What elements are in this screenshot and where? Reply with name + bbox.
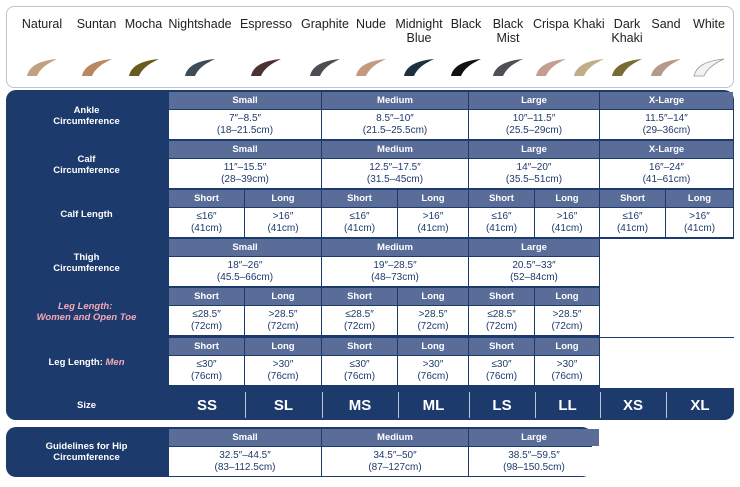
value-cm: (25.5–29cm) xyxy=(505,124,563,136)
size-value-cell xyxy=(398,356,468,385)
size-value-cell xyxy=(600,159,733,188)
size-value-cell xyxy=(398,306,468,335)
color-name: Crispa xyxy=(532,17,570,31)
column-header: Long xyxy=(398,338,468,355)
size-code: SL xyxy=(273,396,294,414)
value-cm: (76cm) xyxy=(417,370,449,382)
value-inches: 10″–11.5″ xyxy=(512,112,556,124)
size-separator xyxy=(469,392,470,418)
color-swatch[interactable] xyxy=(571,7,607,77)
size-value-cell xyxy=(535,208,599,237)
row-label-thigh xyxy=(6,239,167,287)
size-value-cell xyxy=(469,306,534,335)
size-separator xyxy=(398,392,399,418)
column-header: Short xyxy=(322,338,397,355)
size-code: SS xyxy=(196,396,217,414)
value-cm: (72cm) xyxy=(417,320,449,332)
size-separator xyxy=(666,392,667,418)
value-inches: ≤16″ xyxy=(349,210,370,222)
row-label-text: Ankle Circumference xyxy=(53,105,120,127)
color-name: Mocha xyxy=(124,17,163,31)
column-header: Large xyxy=(469,141,599,158)
row-label-extra: Women and Open Toe xyxy=(36,312,137,323)
stocking-swatch-icon xyxy=(692,57,726,77)
color-name: Nude xyxy=(356,17,386,31)
value-cm: (29–36cm) xyxy=(642,124,691,136)
column-header: Large xyxy=(469,92,599,109)
color-swatch[interactable] xyxy=(167,7,233,77)
row-label-extra: Men xyxy=(105,356,125,368)
row-label-ankle xyxy=(6,92,167,140)
column-header: Long xyxy=(245,338,321,355)
value-inches: >30″ xyxy=(272,358,294,370)
blank-area xyxy=(600,288,734,337)
column-header: Small xyxy=(169,239,321,256)
color-name: Black xyxy=(450,17,482,31)
stocking-swatch-icon xyxy=(249,57,283,77)
color-swatch[interactable] xyxy=(233,7,299,77)
value-inches: >30″ xyxy=(422,358,444,370)
value-inches: >16″ xyxy=(272,210,294,222)
size-separator xyxy=(322,392,323,418)
column-header: Short xyxy=(169,288,244,305)
value-inches: 18″–26″ xyxy=(227,259,263,271)
size-value-cell xyxy=(169,208,244,237)
value-inches: >28.5″ xyxy=(268,308,298,320)
size-value-cell xyxy=(322,356,397,385)
hip-value-cell xyxy=(469,447,599,476)
blank-area xyxy=(600,239,734,288)
stocking-swatch-icon xyxy=(402,57,436,77)
size-value-cell xyxy=(169,257,321,286)
column-header: Short xyxy=(469,190,534,207)
size-value-cell xyxy=(600,110,733,139)
hip-label xyxy=(6,427,167,477)
size-value-cell xyxy=(469,356,534,385)
color-swatch[interactable] xyxy=(73,7,120,77)
value-inches: 19″–28.5″ xyxy=(373,259,417,271)
value-inches: ≤28.5″ xyxy=(192,308,221,320)
value-inches: 14″–20″ xyxy=(516,161,552,173)
color-swatch[interactable] xyxy=(447,7,485,77)
value-cm: (76cm) xyxy=(485,370,518,382)
value-cm: (52–84cm) xyxy=(510,271,558,283)
size-value-cell xyxy=(469,159,599,188)
value-inches: >28.5″ xyxy=(418,308,448,320)
stocking-swatch-icon xyxy=(25,57,59,77)
value-cm: (31.5–45cm) xyxy=(366,173,424,185)
value-inches: ≤30″ xyxy=(349,358,370,370)
hip-column-header: Small xyxy=(169,429,321,446)
column-header: Short xyxy=(169,338,244,355)
row-label-calf xyxy=(6,141,167,189)
column-header: X-Large xyxy=(600,141,733,158)
column-header: Medium xyxy=(322,141,468,158)
color-swatch-panel xyxy=(6,6,734,88)
color-name: Khaki xyxy=(573,17,605,31)
value-inches: ≤16″ xyxy=(491,210,512,222)
column-header: Long xyxy=(245,288,321,305)
color-name: Dark Khaki xyxy=(611,17,643,45)
size-value-cell xyxy=(535,356,599,385)
value-cm: (76cm) xyxy=(343,370,376,382)
value-cm: (83–112.5cm) xyxy=(214,461,276,473)
row-label-text: Leg Length: xyxy=(58,301,115,312)
row-label-leg_men xyxy=(6,338,167,386)
color-name: Nightshade xyxy=(168,17,232,31)
value-cm: (45.5–66cm) xyxy=(216,271,274,283)
color-name: Espresso xyxy=(239,17,293,31)
size-value-cell xyxy=(469,208,534,237)
size-separator xyxy=(535,392,536,418)
color-swatch[interactable] xyxy=(11,7,73,77)
stocking-swatch-icon xyxy=(610,57,644,77)
stocking-swatch-icon xyxy=(491,57,525,77)
column-header: X-Large xyxy=(600,92,733,109)
size-value-cell xyxy=(169,110,321,139)
size-value-cell xyxy=(245,356,321,385)
color-swatch[interactable] xyxy=(685,7,733,77)
hip-value-cell xyxy=(169,447,321,476)
size-value-cell xyxy=(535,306,599,335)
color-swatch[interactable] xyxy=(120,7,167,77)
color-name: Black Mist xyxy=(492,17,524,45)
row-label-calf_length xyxy=(6,190,167,238)
size-value-cell xyxy=(169,159,321,188)
blank-area xyxy=(600,338,734,388)
value-cm: (41cm) xyxy=(683,222,716,234)
value-cm: (76cm) xyxy=(267,370,299,382)
column-header: Short xyxy=(322,288,397,305)
value-inches: 34.5″–50″ xyxy=(373,449,417,461)
value-inches: 7″–8.5″ xyxy=(228,112,262,124)
value-inches: 11.5″–14″ xyxy=(645,112,688,124)
value-inches: 12.5″–17.5″ xyxy=(369,161,421,173)
size-value-cell xyxy=(322,159,468,188)
size-separator xyxy=(245,392,246,418)
color-swatch[interactable] xyxy=(351,7,391,77)
color-name: Midnight Blue xyxy=(395,17,443,45)
value-cm: (41cm) xyxy=(417,222,449,234)
column-header: Small xyxy=(169,92,321,109)
column-header: Long xyxy=(535,338,599,355)
column-header: Long xyxy=(535,288,599,305)
size-value-cell xyxy=(398,208,468,237)
column-header: Long xyxy=(398,190,468,207)
color-name: Graphite xyxy=(301,17,349,31)
stocking-swatch-icon xyxy=(572,57,606,77)
hip-label-text: Guidelines for Hip Circumference xyxy=(45,441,128,463)
value-cm: (72cm) xyxy=(551,320,583,332)
color-swatch[interactable] xyxy=(647,7,685,77)
stocking-swatch-icon xyxy=(127,57,161,77)
size-label: Size xyxy=(76,399,96,411)
size-value-cell xyxy=(469,257,599,286)
color-name: Suntan xyxy=(76,17,117,31)
value-cm: (72cm) xyxy=(343,320,376,332)
value-cm: (41cm) xyxy=(267,222,299,234)
size-value-cell xyxy=(469,110,599,139)
value-inches: >30″ xyxy=(556,358,578,370)
stocking-swatch-icon xyxy=(534,57,568,77)
size-value-cell xyxy=(322,306,397,335)
color-swatch[interactable] xyxy=(485,7,531,77)
value-inches: ≤30″ xyxy=(491,358,512,370)
column-header: Short xyxy=(469,288,534,305)
size-separator xyxy=(600,392,601,418)
size-code: LL xyxy=(558,396,577,414)
size-value-cell xyxy=(169,306,244,335)
size-code: MS xyxy=(348,396,372,414)
hip-column-header: Large xyxy=(469,429,599,446)
value-cm: (76cm) xyxy=(551,370,583,382)
value-cm: (76cm) xyxy=(190,370,223,382)
size-value-cell xyxy=(245,208,321,237)
value-inches: 38.5″–59.5″ xyxy=(508,449,560,461)
size-value-cell xyxy=(600,208,665,237)
size-value-cell xyxy=(322,257,468,286)
size-value-cell xyxy=(322,110,468,139)
stocking-swatch-icon xyxy=(449,57,483,77)
color-swatch[interactable] xyxy=(299,7,351,77)
value-inches: >28.5″ xyxy=(552,308,582,320)
row-label-text: Leg Length: xyxy=(48,356,106,368)
value-cm: (41cm) xyxy=(485,222,518,234)
value-cm: (18–21.5cm) xyxy=(216,124,274,136)
color-name: Natural xyxy=(21,17,63,31)
value-inches: >16″ xyxy=(422,210,444,222)
value-inches: >16″ xyxy=(689,210,710,222)
value-cm: (21.5–25.5cm) xyxy=(362,124,428,136)
color-swatch[interactable] xyxy=(531,7,571,77)
column-header: Short xyxy=(322,190,397,207)
column-header: Long xyxy=(398,288,468,305)
value-cm: (41cm) xyxy=(551,222,583,234)
size-code: XS xyxy=(622,396,643,414)
row-label-text: Thigh Circumference xyxy=(53,252,120,274)
value-cm: (35.5–51cm) xyxy=(505,173,563,185)
value-cm: (28–39cm) xyxy=(221,173,269,185)
value-cm: (72cm) xyxy=(190,320,223,332)
column-header: Long xyxy=(666,190,733,207)
size-value-cell xyxy=(169,356,244,385)
value-inches: ≤28.5″ xyxy=(345,308,374,320)
row-label-leg_women xyxy=(6,288,167,336)
stocking-swatch-icon xyxy=(308,57,342,77)
size-value-cell xyxy=(245,306,321,335)
color-swatch[interactable] xyxy=(607,7,647,77)
size-code: XL xyxy=(690,396,710,414)
value-inches: 32.5″–44.5″ xyxy=(219,449,271,461)
value-inches: >16″ xyxy=(556,210,578,222)
value-cm: (72cm) xyxy=(485,320,518,332)
size-value-cell xyxy=(666,208,733,237)
row-label-text: Calf Length xyxy=(60,208,113,220)
value-cm: (41–61cm) xyxy=(642,173,691,185)
value-cm: (41cm) xyxy=(190,222,223,234)
color-name: White xyxy=(693,17,725,31)
column-header: Medium xyxy=(322,239,468,256)
hip-value-cell xyxy=(322,447,468,476)
value-inches: 16″–24″ xyxy=(649,161,684,173)
column-header: Large xyxy=(469,239,599,256)
value-cm: (98–150.5cm) xyxy=(503,461,565,473)
column-header: Short xyxy=(600,190,665,207)
size-value-cell xyxy=(322,208,397,237)
color-swatch[interactable] xyxy=(391,7,447,77)
value-cm: (87–127cm) xyxy=(368,461,422,473)
stocking-swatch-icon xyxy=(649,57,683,77)
size-code: ML xyxy=(422,396,445,414)
value-cm: (41cm) xyxy=(616,222,649,234)
size-code: LS xyxy=(492,396,512,414)
value-inches: ≤28.5″ xyxy=(487,308,516,320)
column-header: Small xyxy=(169,141,321,158)
color-name: Sand xyxy=(651,17,681,31)
value-inches: 8.5″–10″ xyxy=(376,112,414,124)
stocking-swatch-icon xyxy=(80,57,114,77)
value-cm: (72cm) xyxy=(267,320,299,332)
row-label-text: Calf Circumference xyxy=(53,154,120,176)
value-inches: 20.5″–33″ xyxy=(512,259,556,271)
stocking-swatch-icon xyxy=(354,57,388,77)
hip-column-header: Medium xyxy=(322,429,468,446)
stocking-swatch-icon xyxy=(183,57,217,77)
value-inches: 11″–15.5″ xyxy=(223,161,267,173)
column-header: Medium xyxy=(322,92,468,109)
column-header: Short xyxy=(469,338,534,355)
value-inches: ≤30″ xyxy=(196,358,217,370)
column-header: Long xyxy=(245,190,321,207)
value-inches: ≤16″ xyxy=(622,210,643,222)
value-cm: (41cm) xyxy=(343,222,376,234)
column-header: Long xyxy=(535,190,599,207)
value-cm: (48–73cm) xyxy=(371,271,419,283)
column-header: Short xyxy=(169,190,244,207)
value-inches: ≤16″ xyxy=(196,210,217,222)
